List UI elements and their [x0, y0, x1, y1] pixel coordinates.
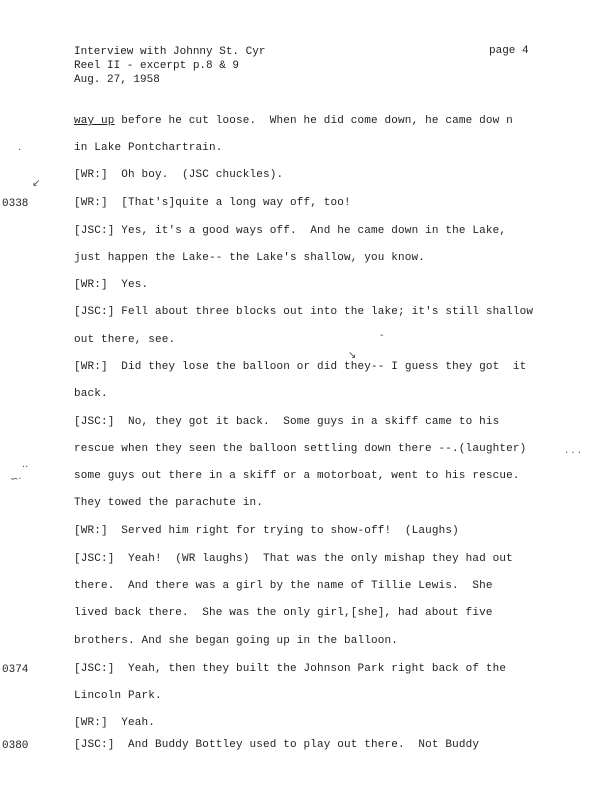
- speaker-label: [WR:]: [74, 169, 108, 181]
- line-13: [74, 442, 526, 456]
- line-text: They towed the parachute in.: [74, 497, 264, 509]
- line-text: Yeah.: [107, 717, 156, 729]
- line-text: in Lake Pontchartrain.: [74, 142, 223, 154]
- margin-number: 0380: [2, 740, 29, 752]
- line-2: [74, 141, 223, 155]
- line-text: just happen the Lake-- the Lake's shallow, you know.: [74, 252, 426, 264]
- line-text: Lincoln Park.: [74, 690, 162, 702]
- line-text: Oh boy. (JSC chuckles).: [107, 169, 284, 181]
- line-10: [74, 360, 526, 374]
- line-text: [That's]quite a long way off, too!: [107, 197, 351, 209]
- line-12: [74, 415, 499, 429]
- line-text: back.: [74, 388, 108, 400]
- speaker-label: [WR:]: [74, 525, 108, 537]
- line-text: Yeah! (WR laughs) That was the only mishap they had out: [114, 553, 513, 565]
- speaker-label: [JSC:]: [74, 225, 115, 237]
- line-11: [74, 387, 108, 401]
- line-text: Yes, it's a good ways off. And he came down in the Lake,: [114, 225, 507, 237]
- header-reel: Reel II - excerpt p.8 & 9: [74, 60, 240, 72]
- header-date: Aug. 27, 1958: [74, 74, 160, 86]
- line-text: out there, see.: [74, 334, 176, 346]
- line-20: [74, 634, 398, 648]
- page-number: page 4: [489, 45, 529, 57]
- line-7: [74, 278, 148, 292]
- speaker-label: [JSC:]: [74, 663, 115, 675]
- line-8: [74, 305, 533, 319]
- stray-mark: · · ·: [565, 448, 581, 459]
- margin-number: 0374: [2, 664, 29, 676]
- line-text: lived back there. She was the only girl,[she], had about five: [74, 607, 493, 619]
- line-text: Fell about three blocks out into the lake; it's still shallow: [114, 306, 534, 318]
- stray-mark: ↘: [348, 350, 357, 361]
- underlined-text: way up: [74, 115, 115, 127]
- line-6: [74, 251, 425, 265]
- line-3: [74, 168, 283, 182]
- speaker-label: [WR:]: [74, 279, 108, 291]
- header-title: Interview with Johnny St. Cyr: [74, 46, 266, 58]
- line-text: there. And there was a girl by the name of Tillie Lewis. She: [74, 580, 493, 592]
- line-text: some guys out there in a skiff or a motorboat, went to his rescue.: [74, 470, 520, 482]
- line-18: [74, 579, 493, 593]
- line-text: before he cut loose. When he did come down, he came dow n: [114, 115, 513, 127]
- line-text: And Buddy Bottley used to play out there. Not Buddy: [114, 739, 480, 751]
- line-text: Served him right for trying to show-off! (Laughs): [107, 525, 459, 537]
- line-4: [74, 196, 351, 210]
- line-22: [74, 689, 162, 703]
- stray-mark: ↙: [32, 178, 41, 189]
- line-5: [74, 224, 506, 238]
- line-text: No, they got it back. Some guys in a skiff came to his: [114, 416, 500, 428]
- line-text: brothers. And she began going up in the balloon.: [74, 635, 399, 647]
- line-1: [74, 114, 513, 128]
- stray-mark: ··: [22, 462, 29, 473]
- stray-mark: ·: [18, 145, 22, 156]
- line-14: [74, 469, 520, 483]
- line-text: rescue when they seen the balloon settling down there --.(laughter): [74, 443, 527, 455]
- speaker-label: [JSC:]: [74, 553, 115, 565]
- line-19: [74, 606, 493, 620]
- speaker-label: [WR:]: [74, 361, 108, 373]
- speaker-label: [WR:]: [74, 717, 108, 729]
- line-21: [74, 662, 506, 676]
- line-text: Yes.: [107, 279, 149, 291]
- line-23: [74, 716, 155, 730]
- speaker-label: [WR:]: [74, 197, 108, 209]
- line-16: [74, 524, 459, 538]
- speaker-label: [JSC:]: [74, 739, 115, 751]
- margin-number: 0338: [2, 198, 29, 210]
- line-15: [74, 496, 263, 510]
- line-17: [74, 552, 513, 566]
- speaker-label: [JSC:]: [74, 416, 115, 428]
- stray-mark: ∽·: [10, 474, 22, 485]
- speaker-label: [JSC:]: [74, 306, 115, 318]
- line-9: [74, 333, 175, 347]
- line-24: [74, 738, 479, 752]
- line-text: Did they lose the balloon or did they-- I guess they got it: [107, 361, 527, 373]
- stray-mark: -: [380, 330, 384, 341]
- line-text: Yeah, then they built the Johnson Park right back of the: [114, 663, 507, 675]
